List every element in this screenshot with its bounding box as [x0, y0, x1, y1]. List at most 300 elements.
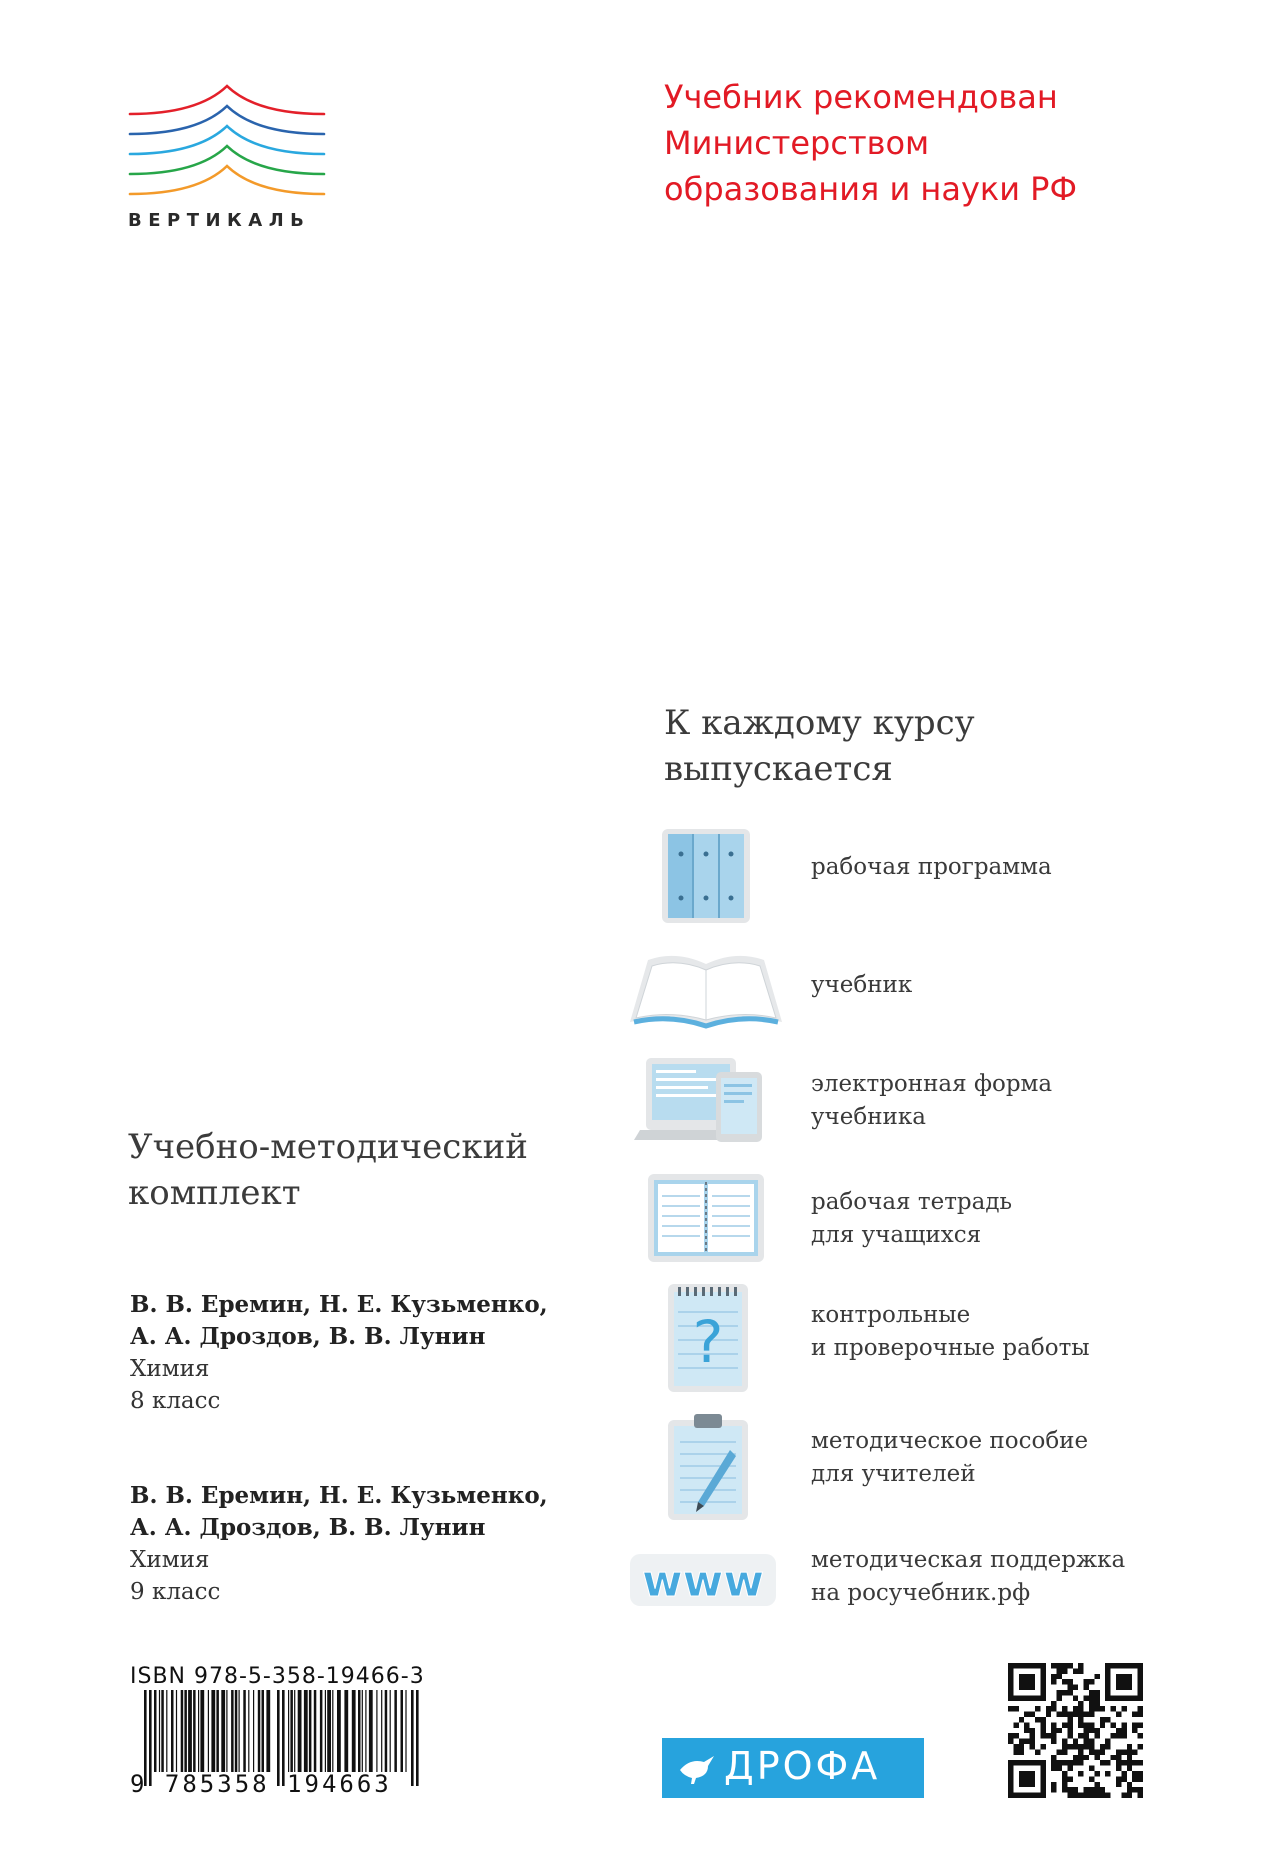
qr-module [1121, 1706, 1126, 1711]
qr-module [1057, 1674, 1062, 1679]
book-subject: Химия [130, 1547, 210, 1573]
recommendation-line: Учебник рекомендован [664, 78, 1058, 116]
barcode-bar [352, 1690, 356, 1774]
qr-module [1084, 1793, 1089, 1798]
qr-module [1019, 1771, 1035, 1787]
qr-module [1067, 1793, 1072, 1798]
qr-module [1030, 1739, 1035, 1744]
qr-module [1078, 1701, 1083, 1706]
qr-module [1100, 1749, 1105, 1754]
qr-module [1040, 1744, 1045, 1749]
qr-module [1132, 1776, 1137, 1781]
qr-module [1116, 1728, 1121, 1733]
qr-module [1111, 1722, 1116, 1727]
barcode-bar [176, 1690, 177, 1774]
qr-module [1067, 1787, 1072, 1792]
qr-module [1062, 1760, 1067, 1765]
qr-module [1084, 1685, 1089, 1690]
qr-module [1121, 1728, 1126, 1733]
item-label-line: для учащихся [811, 1222, 982, 1248]
qr-module [1105, 1739, 1110, 1744]
qr-module [1089, 1722, 1094, 1727]
qr-module [1132, 1712, 1137, 1717]
qr-module [1024, 1739, 1029, 1744]
qr-module [1100, 1717, 1105, 1722]
notebook-icon [626, 1168, 786, 1268]
qr-module [1073, 1760, 1078, 1765]
barcode-bar [161, 1690, 164, 1774]
qr-module [1094, 1793, 1099, 1798]
qr-module [1089, 1787, 1094, 1792]
qr-module [1127, 1760, 1132, 1765]
barcode-bar [337, 1690, 341, 1774]
qr-module [1073, 1706, 1078, 1711]
barcode-bar [266, 1690, 270, 1774]
qr-module [1078, 1755, 1083, 1760]
ean-digits: 9 785358 194663 [130, 1770, 392, 1798]
qr-module [1057, 1690, 1062, 1695]
qr-module [1138, 1722, 1143, 1727]
qr-module [1078, 1722, 1083, 1727]
qr-module [1073, 1712, 1078, 1717]
qr-module [1067, 1733, 1072, 1738]
qr-module [1024, 1722, 1029, 1727]
qr-module [1062, 1668, 1067, 1673]
qr-module [1062, 1690, 1067, 1695]
barcode-bar [390, 1690, 391, 1774]
barcode-bar [304, 1690, 308, 1774]
qr-module [1078, 1793, 1083, 1798]
qr-module [1067, 1760, 1072, 1765]
qr-module [1116, 1733, 1121, 1738]
qr-module [1094, 1749, 1099, 1754]
qr-module [1078, 1706, 1083, 1711]
qr-module [1132, 1728, 1137, 1733]
svg-text:www: www [642, 1556, 764, 1607]
barcode-bar [320, 1690, 323, 1774]
qr-module [1105, 1793, 1110, 1798]
barcode-bar [298, 1690, 302, 1774]
qr-module [1051, 1739, 1056, 1744]
qr-code-icon [1008, 1663, 1143, 1798]
binder-icon [626, 826, 786, 926]
qr-module [1138, 1712, 1143, 1717]
qr-module [1062, 1712, 1067, 1717]
qr-module [1019, 1749, 1024, 1754]
qr-module [1089, 1679, 1094, 1684]
qr-module [1051, 1782, 1056, 1787]
qr-module [1013, 1706, 1018, 1711]
kit-title-line: комплект [128, 1173, 301, 1213]
barcode-bar [344, 1690, 348, 1774]
qr-module [1111, 1755, 1116, 1760]
qr-module [1100, 1744, 1105, 1749]
book-grade: 8 класс [130, 1388, 221, 1414]
barcode-bar [181, 1690, 184, 1774]
qr-module [1084, 1695, 1089, 1700]
barcode-bar [200, 1690, 204, 1774]
course-heading-line: К каждому курсу [664, 703, 975, 743]
qr-module [1116, 1766, 1121, 1771]
qr-module [1019, 1744, 1024, 1749]
qr-module [1024, 1712, 1029, 1717]
qr-module [1132, 1749, 1137, 1754]
qr-module [1089, 1793, 1094, 1798]
isbn-label: ISBN 978-5-358-19466-3 [130, 1664, 425, 1689]
barcode-bar [365, 1690, 366, 1774]
qr-module [1084, 1722, 1089, 1727]
barcode-bar [288, 1690, 289, 1774]
qr-module [1019, 1717, 1024, 1722]
qr-module [1057, 1728, 1062, 1733]
qr-module [1040, 1728, 1045, 1733]
logo-arc-darkblue [130, 106, 324, 134]
qr-module [1132, 1771, 1137, 1776]
course-heading [664, 700, 1184, 792]
barcode-bar [294, 1690, 295, 1774]
qr-module [1013, 1722, 1018, 1727]
barcode-bar [332, 1690, 333, 1774]
qr-module [1013, 1749, 1018, 1754]
qr-module [1105, 1760, 1110, 1765]
qr-module [1089, 1749, 1094, 1754]
qr-module [1008, 1733, 1013, 1738]
book-subject: Химия [130, 1356, 210, 1382]
qr-module [1067, 1679, 1072, 1684]
qr-module [1067, 1663, 1072, 1668]
barcode-bar [198, 1690, 199, 1774]
item-label-line: на росучебник.рф [811, 1580, 1031, 1606]
qr-module [1089, 1776, 1094, 1781]
qr-module [1067, 1776, 1072, 1781]
qr-module [1084, 1755, 1089, 1760]
qr-module [1051, 1701, 1056, 1706]
barcode-bar [401, 1690, 404, 1774]
qr-module [1008, 1706, 1013, 1711]
qr-module [1111, 1733, 1116, 1738]
qr-module [1040, 1722, 1045, 1727]
qr-module [1121, 1776, 1126, 1781]
qr-module [1051, 1733, 1056, 1738]
barcode-bar [188, 1690, 192, 1774]
course-heading-line: выпускается [664, 749, 893, 789]
qr-module [1062, 1749, 1067, 1754]
qr-module [1084, 1679, 1089, 1684]
qr-module [1084, 1733, 1089, 1738]
qr-module [1062, 1722, 1067, 1727]
qr-module [1094, 1771, 1099, 1776]
qr-module [1127, 1755, 1132, 1760]
qr-module [1084, 1712, 1089, 1717]
qr-module [1067, 1744, 1072, 1749]
qr-module [1067, 1766, 1072, 1771]
qr-module [1094, 1706, 1099, 1711]
barcode-bar [369, 1690, 373, 1774]
qr-module [1062, 1744, 1067, 1749]
book-grade: 9 класс [130, 1579, 221, 1605]
qr-module [1073, 1744, 1078, 1749]
qr-module [1094, 1728, 1099, 1733]
qr-module [1089, 1728, 1094, 1733]
qr-module [1062, 1782, 1067, 1787]
kit-title-line: Учебно-методический [128, 1127, 528, 1167]
barcode-bar [193, 1690, 196, 1774]
qr-module [1116, 1760, 1121, 1765]
item-label-line: для учителей [811, 1461, 976, 1487]
qr-module [1057, 1766, 1062, 1771]
qr-module [1138, 1787, 1143, 1792]
qr-module [1089, 1695, 1094, 1700]
qr-module [1127, 1744, 1132, 1749]
barcode-bar [253, 1690, 254, 1774]
qr-module [1057, 1760, 1062, 1765]
qr-module [1030, 1744, 1035, 1749]
qr-module [1040, 1717, 1045, 1722]
qr-module [1138, 1706, 1143, 1711]
qr-module [1051, 1722, 1056, 1727]
barcode-bar [381, 1690, 382, 1774]
qr-module [1121, 1771, 1126, 1776]
barcode-bar [159, 1690, 160, 1774]
publisher-name: ДРОФА [724, 1744, 881, 1788]
qr-module [1062, 1771, 1067, 1776]
barcode-bar [208, 1690, 209, 1774]
logo-arc-red [130, 86, 324, 114]
barcode-bar [309, 1690, 312, 1774]
qr-module [1089, 1690, 1094, 1695]
qr-module [1051, 1706, 1056, 1711]
qr-module [1138, 1733, 1143, 1738]
barcode-bar [262, 1690, 265, 1774]
qr-module [1051, 1674, 1056, 1679]
item-label-line: учебника [811, 1104, 926, 1130]
barcode-bar [226, 1690, 227, 1774]
qr-module [1019, 1674, 1035, 1690]
recommendation-note [664, 74, 1184, 212]
qr-module [1062, 1787, 1067, 1792]
qr-module [1078, 1760, 1083, 1765]
item-label-line: контрольные [811, 1302, 971, 1328]
qr-module [1008, 1739, 1013, 1744]
barcode-bar [385, 1690, 388, 1774]
book-entry-grade-8 [130, 1289, 600, 1417]
publisher-logo [662, 1738, 924, 1798]
clipboard-pen-icon [666, 1410, 750, 1522]
qr-module [1051, 1755, 1056, 1760]
qr-module [1078, 1668, 1083, 1673]
qr-module [1100, 1793, 1105, 1798]
book-authors: А. А. Дроздов, В. В. Лунин [130, 1514, 486, 1541]
barcode-bar [221, 1690, 225, 1774]
barcode-bar [258, 1690, 261, 1774]
qr-module [1116, 1776, 1121, 1781]
qr-module [1089, 1739, 1094, 1744]
qr-module [1035, 1749, 1040, 1754]
barcode-bar [184, 1690, 187, 1774]
barcode-bar [362, 1690, 363, 1774]
qr-module [1084, 1744, 1089, 1749]
item-label-line: методическое пособие [811, 1428, 1089, 1454]
qr-module [1067, 1717, 1072, 1722]
qr-module [1030, 1712, 1035, 1717]
qr-module [1057, 1712, 1062, 1717]
recommendation-line: образования и науки РФ [664, 170, 1078, 208]
qr-module [1078, 1663, 1083, 1668]
qr-module [1121, 1722, 1126, 1727]
barcode-bar [235, 1690, 238, 1774]
qr-module [1094, 1755, 1099, 1760]
book-authors: А. А. Дроздов, В. В. Лунин [130, 1323, 486, 1350]
qr-module [1138, 1760, 1143, 1765]
qr-module [1035, 1717, 1040, 1722]
qr-module [1116, 1674, 1132, 1690]
book-authors: В. В. Еремин, Н. Е. Кузьменко, [130, 1291, 548, 1318]
qr-module [1046, 1706, 1051, 1711]
qr-module [1094, 1690, 1099, 1695]
item-label-line: методическая поддержка [811, 1547, 1126, 1573]
qr-module [1062, 1776, 1067, 1781]
qr-module [1127, 1782, 1132, 1787]
qr-module [1116, 1755, 1121, 1760]
qr-module [1062, 1663, 1067, 1668]
qr-module [1078, 1712, 1083, 1717]
qr-module [1100, 1760, 1105, 1765]
qr-module [1132, 1722, 1137, 1727]
barcode-bar [239, 1690, 240, 1774]
qr-module [1094, 1701, 1099, 1706]
qr-module [1030, 1728, 1035, 1733]
qr-module [1089, 1744, 1094, 1749]
qr-module [1105, 1771, 1110, 1776]
qr-module [1100, 1722, 1105, 1727]
qr-module [1013, 1744, 1018, 1749]
qr-module [1057, 1668, 1062, 1673]
www-icon [628, 1552, 778, 1608]
qr-module [1084, 1739, 1089, 1744]
qr-module [1084, 1728, 1089, 1733]
qr-module [1046, 1733, 1051, 1738]
logo-arc-lightblue [130, 126, 324, 154]
qr-module [1121, 1749, 1126, 1754]
book-entry-grade-9 [130, 1480, 600, 1608]
qr-module [1078, 1744, 1083, 1749]
qr-module [1138, 1771, 1143, 1776]
barcode-bar [405, 1690, 406, 1774]
qr-module [1057, 1749, 1062, 1754]
barcode-bar [154, 1690, 157, 1774]
qr-module [1073, 1787, 1078, 1792]
qr-module [1051, 1663, 1056, 1668]
barcode-bar [243, 1690, 246, 1774]
qr-module [1138, 1793, 1143, 1798]
logo-arc-orange [130, 166, 324, 194]
qr-module [1073, 1668, 1078, 1673]
qr-module [1067, 1728, 1072, 1733]
qr-module [1057, 1695, 1062, 1700]
qr-module [1089, 1706, 1094, 1711]
qr-module [1105, 1717, 1110, 1722]
barcode-bar [166, 1690, 167, 1774]
qr-module [1132, 1787, 1137, 1792]
qr-module [1078, 1717, 1083, 1722]
qr-module [1138, 1744, 1143, 1749]
kit-title [128, 1124, 568, 1216]
qr-module [1051, 1728, 1056, 1733]
qr-module [1127, 1793, 1132, 1798]
qr-module [1127, 1766, 1132, 1771]
item-label-line: и проверочные работы [811, 1335, 1090, 1361]
qr-module [1024, 1728, 1029, 1733]
barcode-bar [216, 1690, 219, 1774]
qr-module [1040, 1733, 1045, 1738]
item-label-line: электронная форма [811, 1071, 1053, 1097]
logo-arc-green [130, 146, 324, 174]
qr-module [1138, 1776, 1143, 1781]
devices-icon [626, 1050, 786, 1150]
qr-module [1094, 1782, 1099, 1787]
qr-module [1019, 1739, 1024, 1744]
qr-module [1105, 1744, 1110, 1749]
qr-module [1013, 1733, 1018, 1738]
barcode-bar [314, 1690, 317, 1774]
barcode-bar [327, 1690, 331, 1774]
recommendation-line: Министерством [664, 124, 930, 162]
item-label: рабочая программа [811, 854, 1052, 880]
qr-module [1132, 1760, 1137, 1765]
qr-module [1116, 1712, 1121, 1717]
qr-module [1035, 1706, 1040, 1711]
qr-module [1116, 1782, 1121, 1787]
qr-module [1094, 1695, 1099, 1700]
barcode-bar [358, 1690, 361, 1774]
qr-module [1067, 1722, 1072, 1727]
qr-module [1062, 1739, 1067, 1744]
barcode-bar [231, 1690, 234, 1774]
qr-module [1078, 1733, 1083, 1738]
bustard-bird-icon [678, 1752, 718, 1786]
qr-module [1057, 1663, 1062, 1668]
book-authors: В. В. Еремин, Н. Е. Кузьменко, [130, 1482, 548, 1509]
qr-module [1116, 1749, 1121, 1754]
barcode-bar [171, 1690, 174, 1774]
barcode-bar [394, 1690, 397, 1774]
qr-module [1051, 1679, 1056, 1684]
qr-module [1030, 1733, 1035, 1738]
qr-module [1089, 1701, 1094, 1706]
barcode-bar [248, 1690, 249, 1774]
qr-module [1089, 1766, 1094, 1771]
qr-module [1062, 1706, 1067, 1711]
qr-module [1127, 1749, 1132, 1754]
qr-module [1073, 1793, 1078, 1798]
open-book-icon [626, 944, 786, 1044]
qr-module [1078, 1749, 1083, 1754]
barcode-bar [290, 1690, 293, 1774]
qr-module [1121, 1760, 1126, 1765]
question-notepad-icon [666, 1282, 750, 1394]
barcode-bar [376, 1690, 377, 1774]
qr-module [1121, 1733, 1126, 1738]
logo-wordmark: ВЕРТИКАЛЬ [128, 210, 311, 231]
qr-module [1067, 1685, 1072, 1690]
item-label-line: рабочая тетрадь [811, 1189, 1013, 1215]
qr-module [1089, 1712, 1094, 1717]
qr-module [1073, 1695, 1078, 1700]
qr-module [1073, 1755, 1078, 1760]
qr-module [1127, 1787, 1132, 1792]
svg-text:?: ? [692, 1308, 724, 1376]
qr-module [1094, 1733, 1099, 1738]
